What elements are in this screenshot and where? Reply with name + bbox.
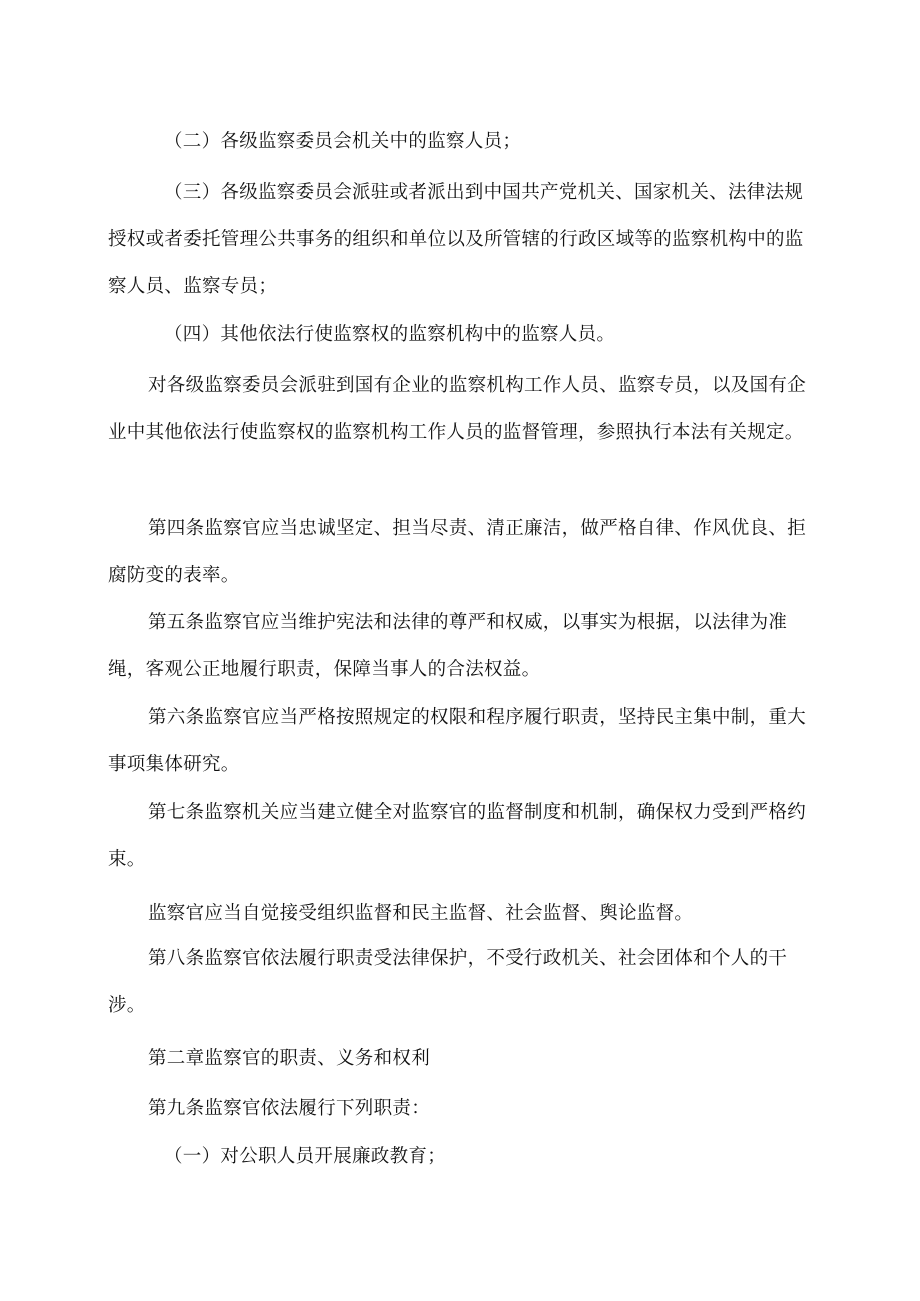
chapter-heading: 第二章监察官的职责、义务和权利	[148, 1048, 431, 1069]
paragraph-soe-supervision: 对各级监察委员会派驻到国有企业的监察机构工作人员、监察专员，以及国有企业中其他依法行使监察权的监察机构工作人员的监督管理，参照执行本法有关规定。	[108, 375, 807, 443]
paragraph-item-4: （四）其他依法行使监察权的监察机构中的监察人员。	[164, 324, 616, 345]
paragraph-article-5: 第五条监察官应当维护宪法和法律的尊严和权威，以事实为根据，以法律为准绳，客观公正地履行职责，保障当事人的合法权益。	[108, 612, 788, 680]
paragraph-duty-1: （一）对公职人员开展廉政教育；	[164, 1146, 447, 1167]
paragraph-article-8: 第八条监察官依法履行职责受法律保护，不受行政机关、社会团体和个人的干涉。	[108, 948, 788, 1016]
paragraph-oversight: 监察官应当自觉接受组织监督和民主监督、社会监督、舆论监督。	[148, 903, 694, 924]
paragraph-article-6: 第六条监察官应当严格按照规定的权限和程序履行职责，坚持民主集中制，重大事项集体研究。	[108, 707, 807, 775]
paragraph-article-9: 第九条监察官依法履行下列职责：	[148, 1098, 431, 1119]
paragraph-article-7: 第七条监察机关应当建立健全对监察官的监督制度和机制，确保权力受到严格约束。	[108, 802, 807, 870]
paragraph-article-4: 第四条监察官应当忠诚坚定、担当尽责、清正廉洁，做严格自律、作风优良、拒腐防变的表率。	[108, 518, 807, 586]
paragraph-item-2: （二）各级监察委员会机关中的监察人员；	[164, 131, 522, 152]
paragraph-item-3: （三）各级监察委员会派驻或者派出到中国共产党机关、国家机关、法律法规授权或者委托管理公共事务的组织和单位以及所管辖的行政区域等的监察机构中的监察人员、监察专员；	[108, 182, 804, 297]
